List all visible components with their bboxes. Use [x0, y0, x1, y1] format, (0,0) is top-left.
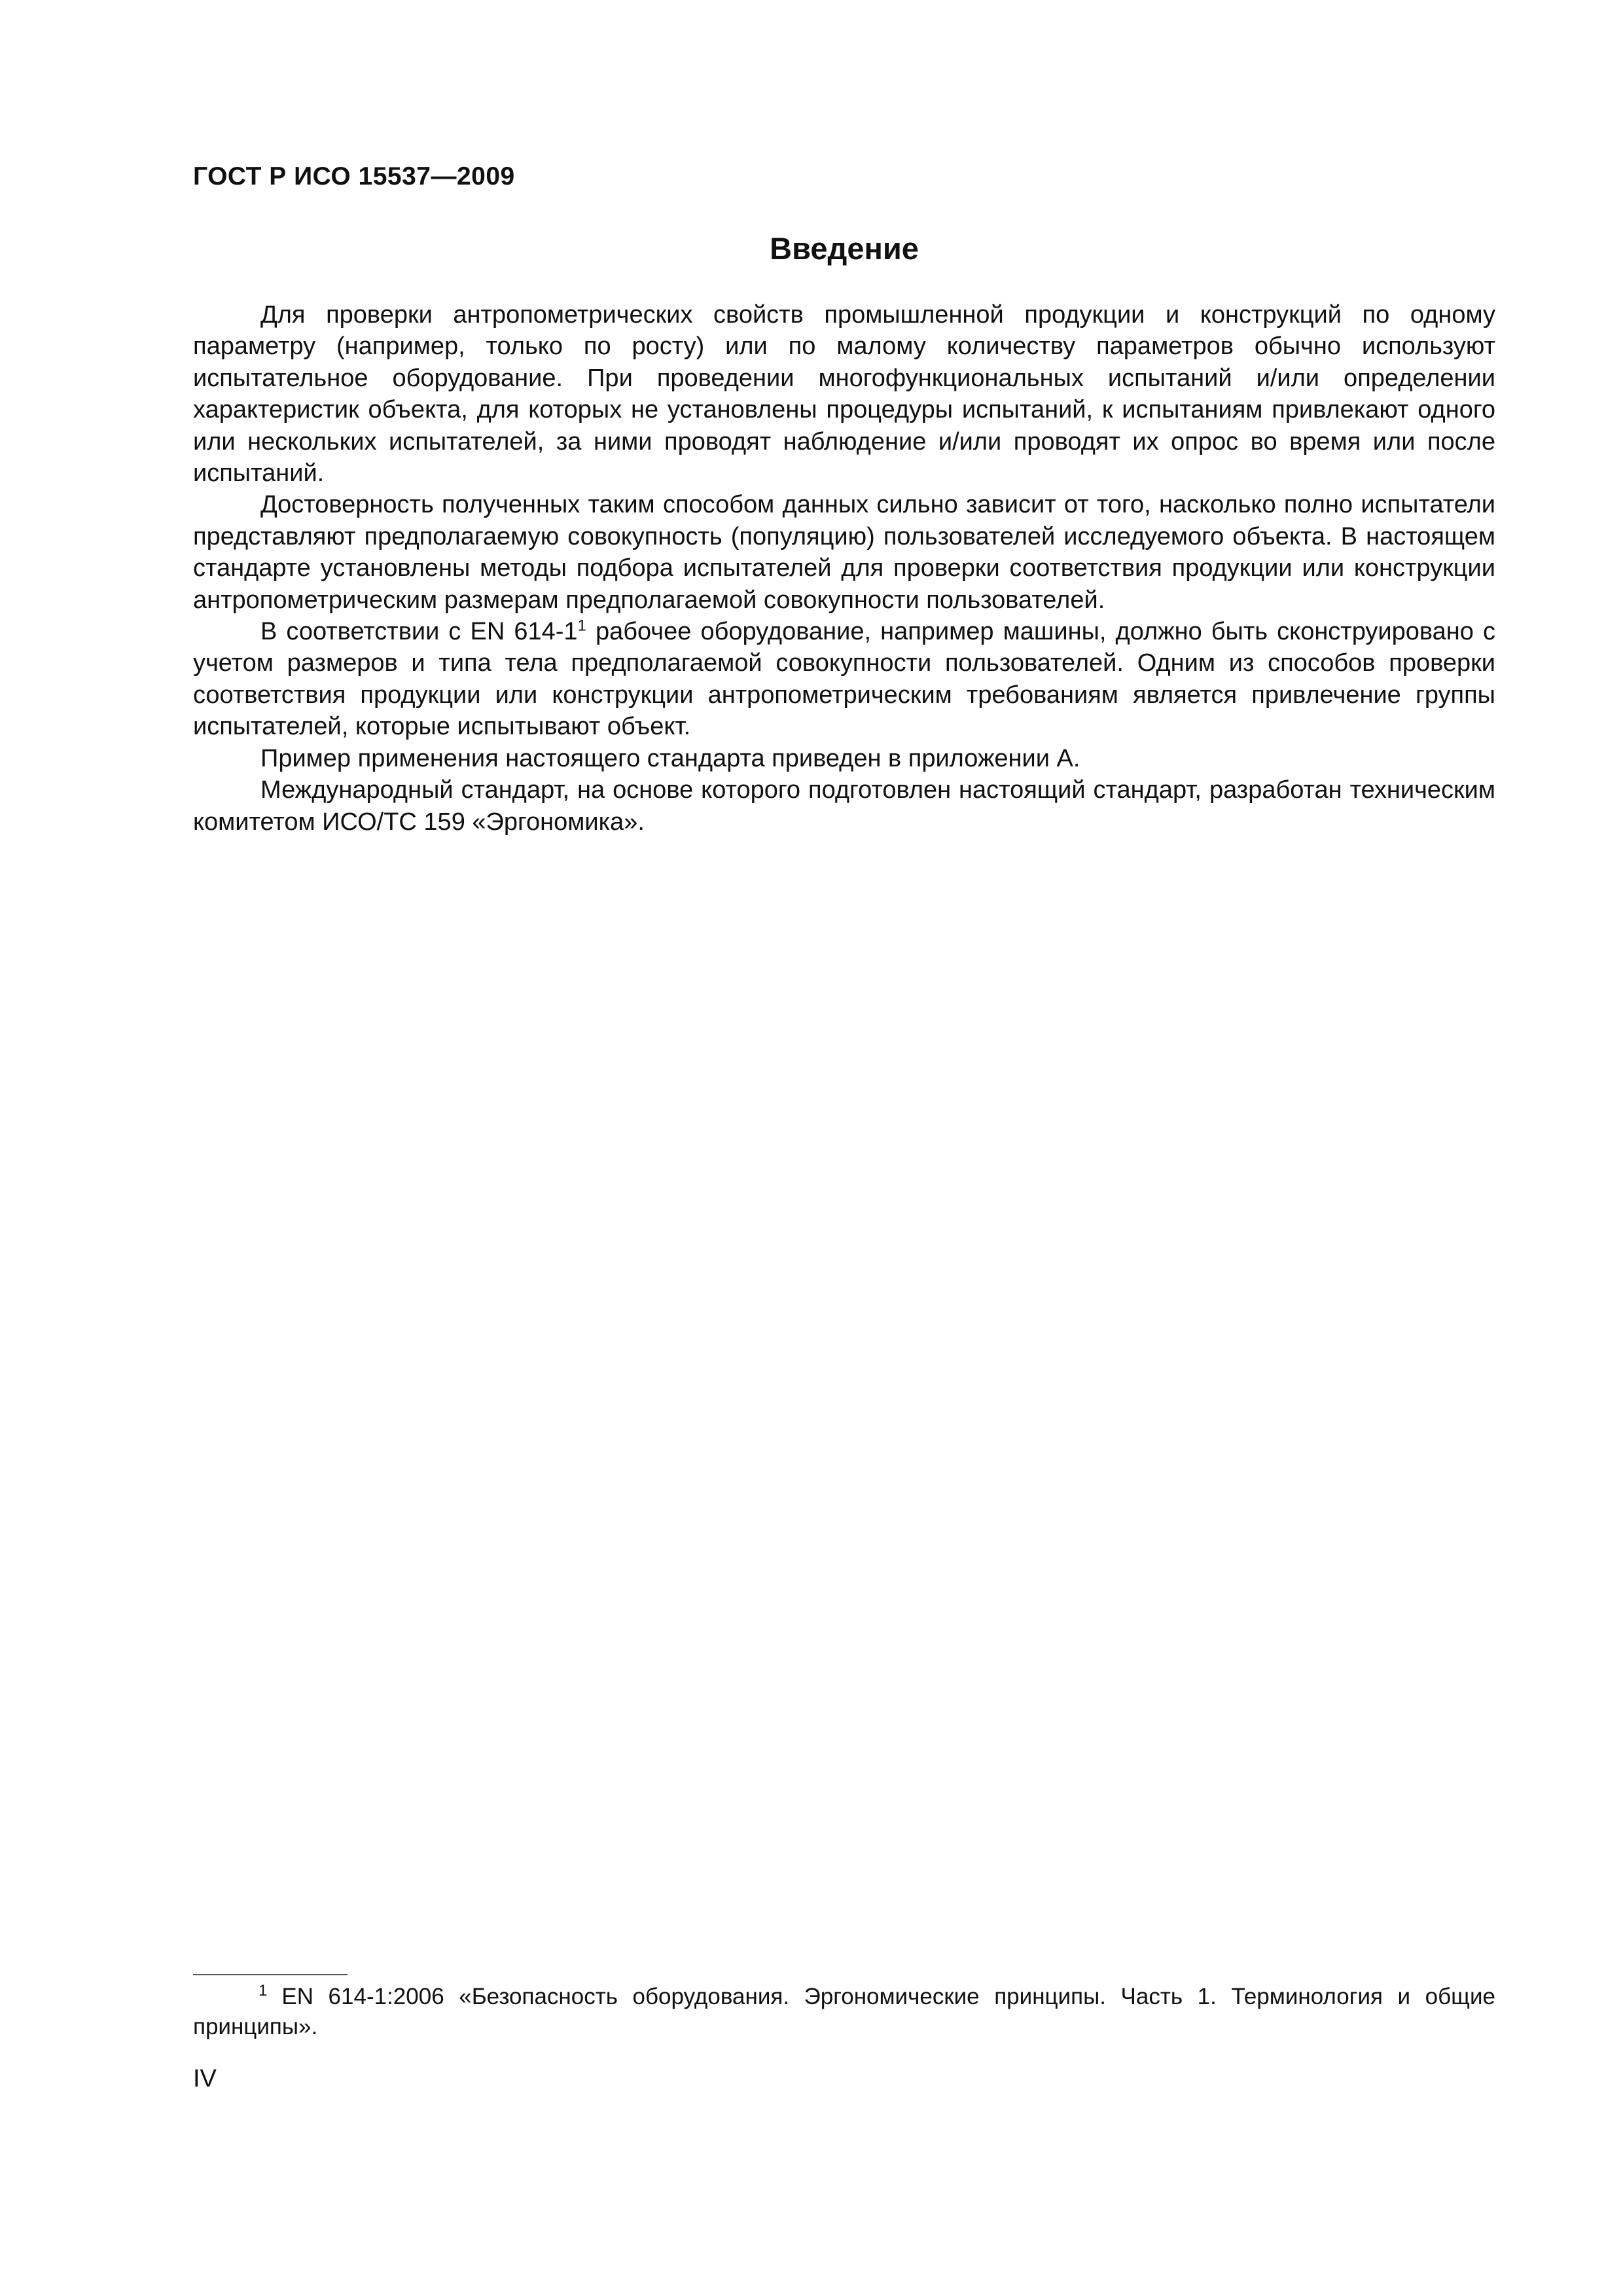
footnote-text: EN 614-1:2006 «Безопасность оборудования. Эргономические принципы. Часть 1. Терминология и общие принципы».: [193, 1984, 1495, 2039]
body-text: [193, 299, 1495, 838]
document-header: ГОСТ Р ИСО 15537—2009: [193, 162, 515, 190]
paragraph-3-end: рабочее оборудование, например машины, должно быть сконструировано с учетом размеров и типа тела предполагаемой совокупности пользователей. Одним из способов проверки соответствия продукции или конструкции антропометрическим требованиям является привлечение группы испытателей, которые испытывают объект.: [193, 618, 1495, 741]
section-title: Введение: [770, 231, 919, 266]
footnote-mark: 1: [259, 1982, 268, 2000]
footnote: [193, 1982, 1495, 2042]
footnote-reference: 1: [577, 617, 586, 635]
footnote-divider: [193, 1974, 348, 1975]
paragraph-2: Достоверность полученных таким способом данных сильно зависит от того, насколько полно испытатели представляют предполагаемую совокупность (популяцию) пользователей исследуемого объекта. В настоящем стандарте установлены методы подбора испытателей для проверки соответствия продукции или конструкции антропометрическим размерам предполагаемой совокупности пользователей.: [193, 491, 1495, 614]
paragraph-3: [193, 616, 1495, 743]
page-number: IV: [193, 2065, 217, 2092]
paragraph-4: Пример применения настоящего стандарта приведен в приложении А.: [260, 744, 1080, 772]
paragraph-3-start: В соответствии с EN 614-1: [260, 618, 578, 646]
paragraph-1: Для проверки антропометрических свойств промышленной продукции и конструкций по одному параметру (например, только по росту) или по малому количеству параметров обычно используют испытательное оборудование. При проведении многофункциональных испытаний и/или определении характеристик объекта, для которых не установлены процедуры испытаний, к испытаниям привлекают одного или нескольких испытателей, за ними проводят наблюдение и/или проводят их опрос во время или после испытаний.: [193, 301, 1495, 488]
paragraph-5: Международный стандарт, на основе которого подготовлен настоящий стандарт, разработан техническим комитетом ИСО/ТС 159 «Эргономика».: [193, 776, 1495, 836]
